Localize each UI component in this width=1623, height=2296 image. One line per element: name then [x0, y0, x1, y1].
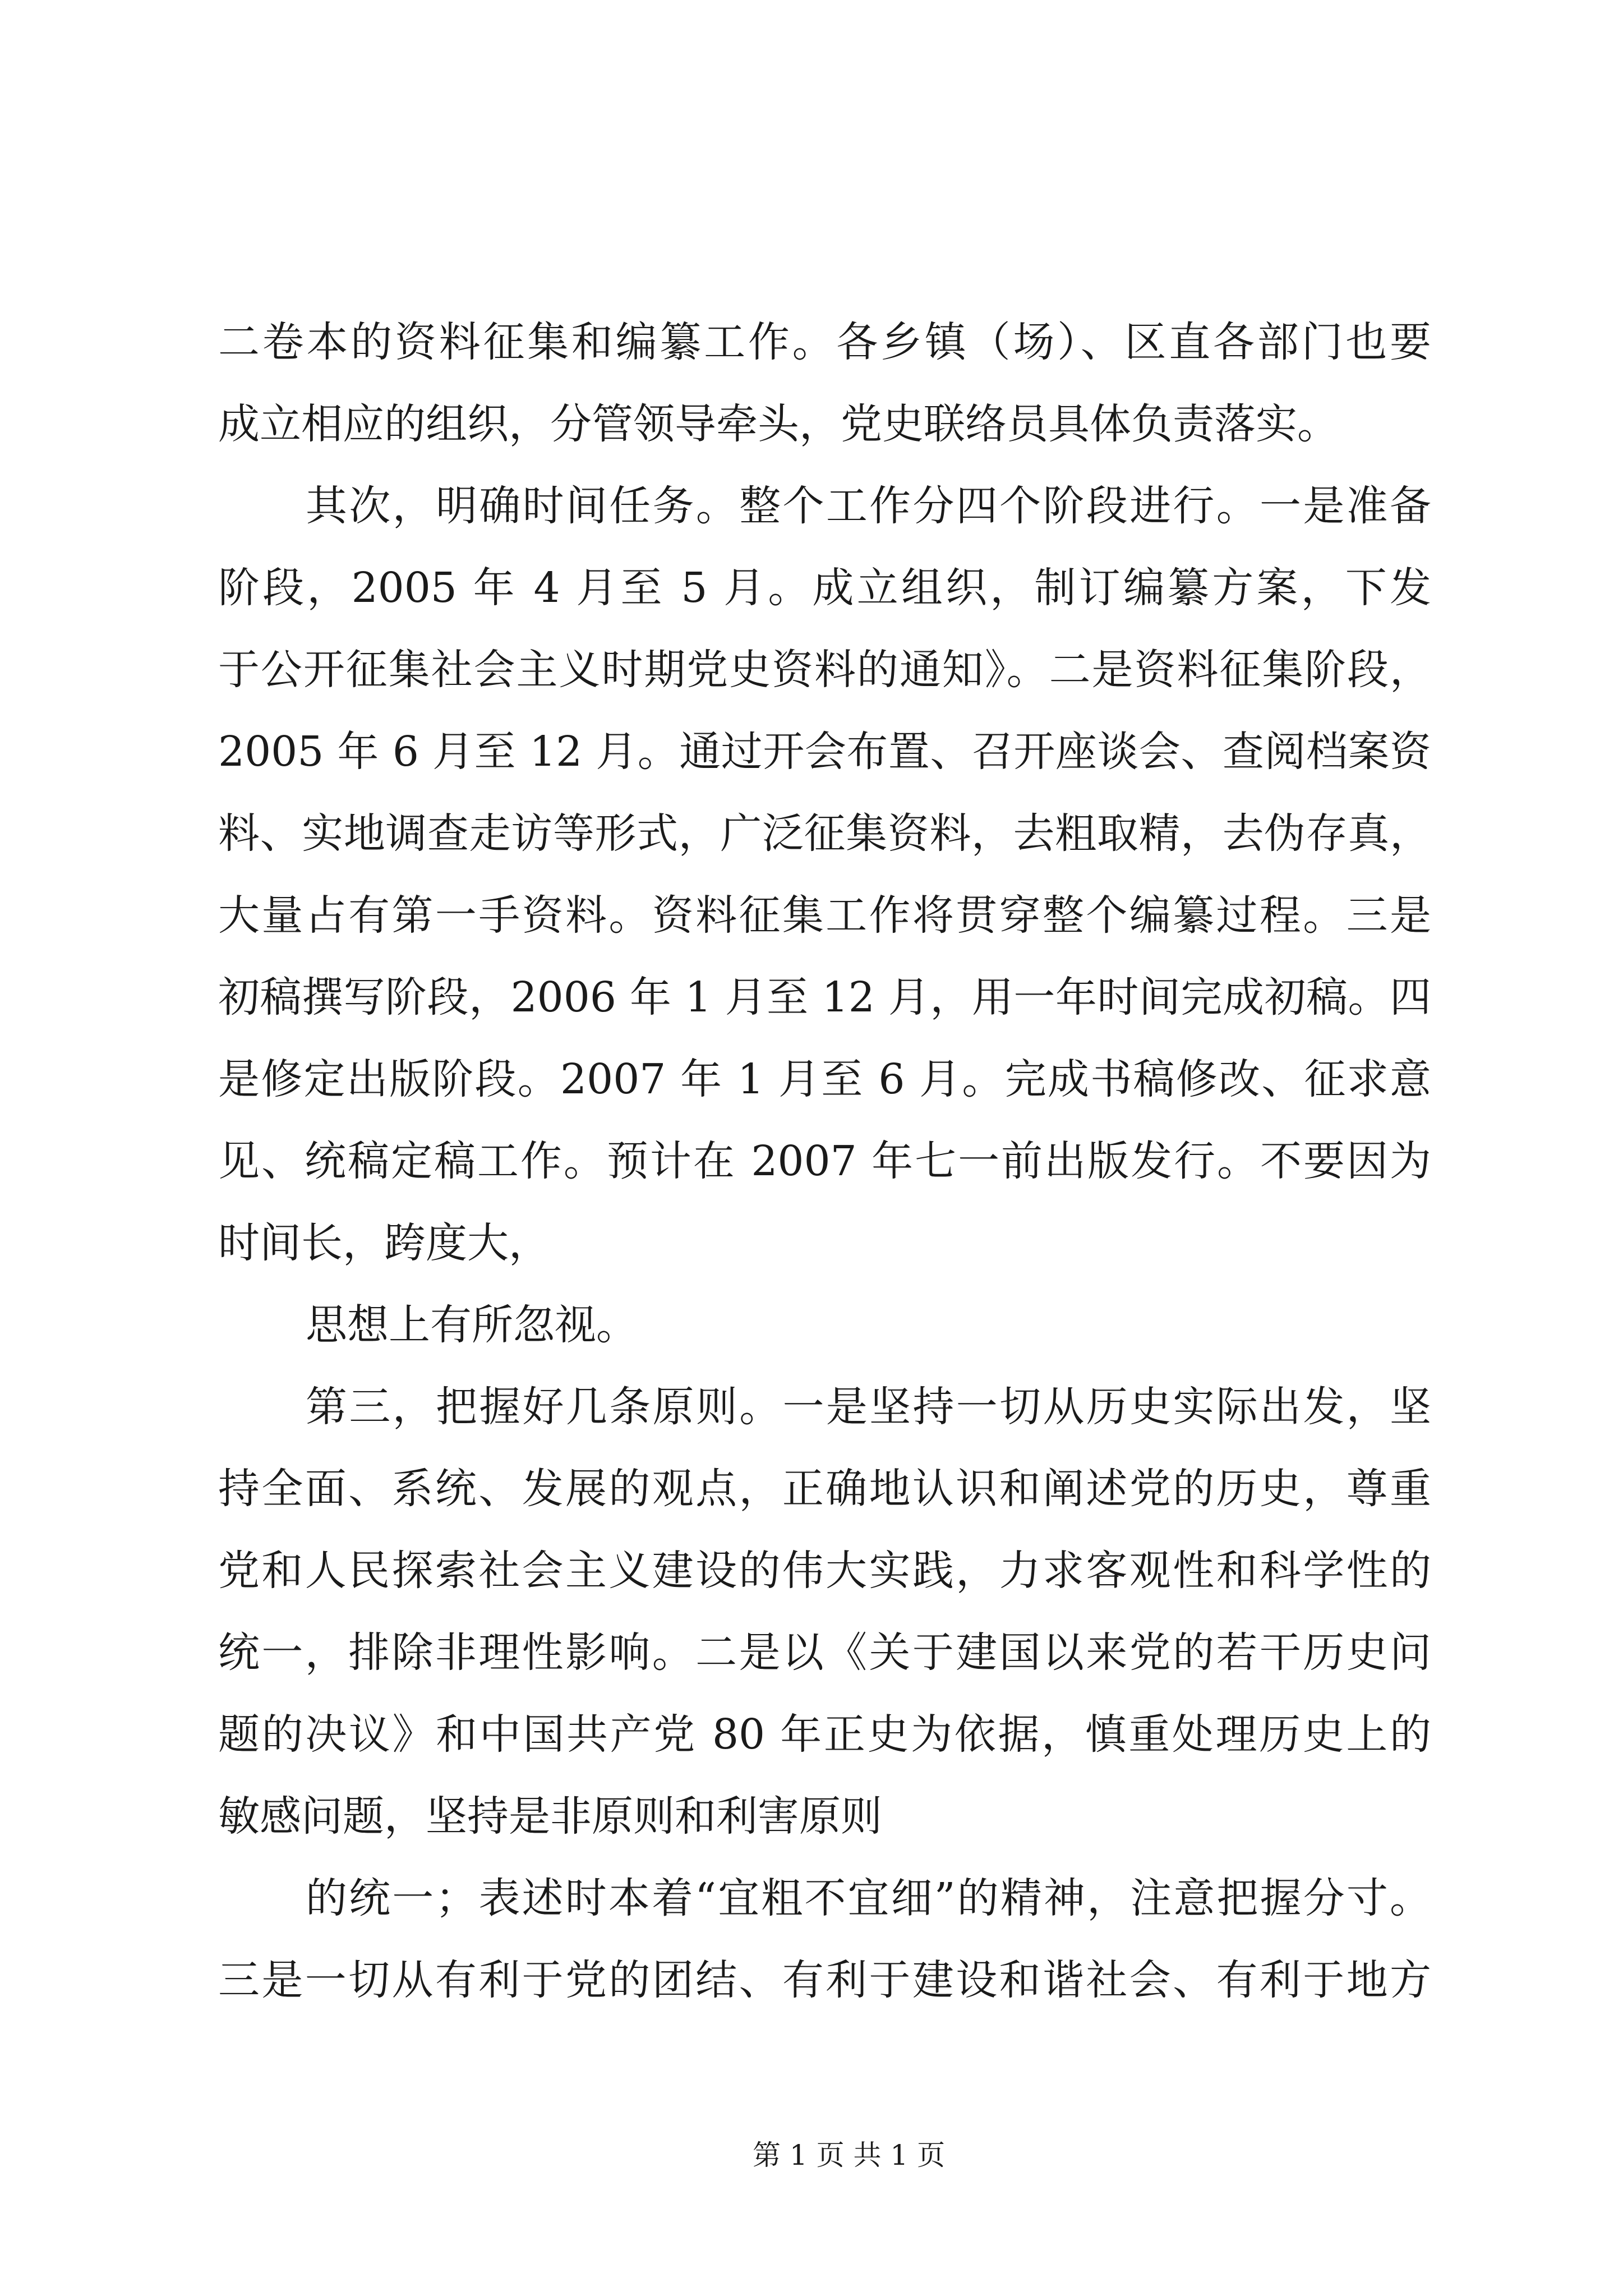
text-line: 大量占有第一手资料。资料征集工作将贯穿整个编纂过程。三是 — [218, 891, 1431, 940]
text-line-paragraph-start: 的统一；表述时本着“宜粗不宜细”的精神，注意把握分寸。 — [306, 1874, 1431, 1922]
text-line: 持全面、系统、发展的观点，正确地认识和阐述党的历史，尊重 — [218, 1465, 1431, 1513]
text-line: 于公开征集社会主义时期党史资料的通知》。二是资料征集阶段， — [218, 646, 1431, 694]
text-line: 初稿撰写阶段，2006 年 1 月至 12 月，用一年时间完成初稿。四 — [218, 973, 1431, 1022]
text-line: 统一，排除非理性影响。二是以《关于建国以来党的若干历史问 — [218, 1628, 1431, 1677]
text-line-paragraph-start: 其次，明确时间任务。整个工作分四个阶段进行。一是准备 — [306, 482, 1431, 530]
text-line: 成立相应的组织，分管领导牵头，党史联络员具体负责落实。 — [218, 400, 1339, 448]
text-line: 题的决议》和中国共产党 80 年正史为依据，慎重处理历史上的 — [218, 1710, 1431, 1759]
text-line-paragraph-start: 第三，把握好几条原则。一是坚持一切从历史实际出发，坚 — [306, 1383, 1431, 1431]
text-line: 2005 年 6 月至 12 月。通过开会布置、召开座谈会、查阅档案资 — [218, 728, 1431, 776]
text-line: 二卷本的资料征集和编纂工作。各乡镇（场）、区直各部门也要 — [218, 318, 1431, 366]
document-body — [218, 301, 1431, 2021]
text-line: 党和人民探索社会主义建设的伟大实践，力求客观性和科学性的 — [218, 1547, 1431, 1595]
text-line: 三是一切从有利于党的团结、有利于建设和谐社会、有利于地方 — [218, 1956, 1431, 2004]
page-number-footer: 第 1 页 共 1 页 — [753, 2139, 946, 2171]
text-line: 敏感问题，坚持是非原则和利害原则 — [218, 1792, 882, 1841]
text-line-paragraph-start: 思想上有所忽视。 — [306, 1301, 638, 1349]
text-line: 料、实地调查走访等形式，广泛征集资料，去粗取精，去伪存真， — [218, 809, 1431, 858]
text-line: 时间长，跨度大， — [218, 1219, 550, 1267]
text-line: 阶段，2005 年 4 月至 5 月。成立组织，制订编纂方案，下发 — [218, 564, 1431, 612]
text-line: 是修定出版阶段。2007 年 1 月至 6 月。完成书稿修改、征求意 — [218, 1055, 1431, 1103]
text-line: 见、统稿定稿工作。预计在 2007 年七一前出版发行。不要因为 — [218, 1137, 1431, 1185]
